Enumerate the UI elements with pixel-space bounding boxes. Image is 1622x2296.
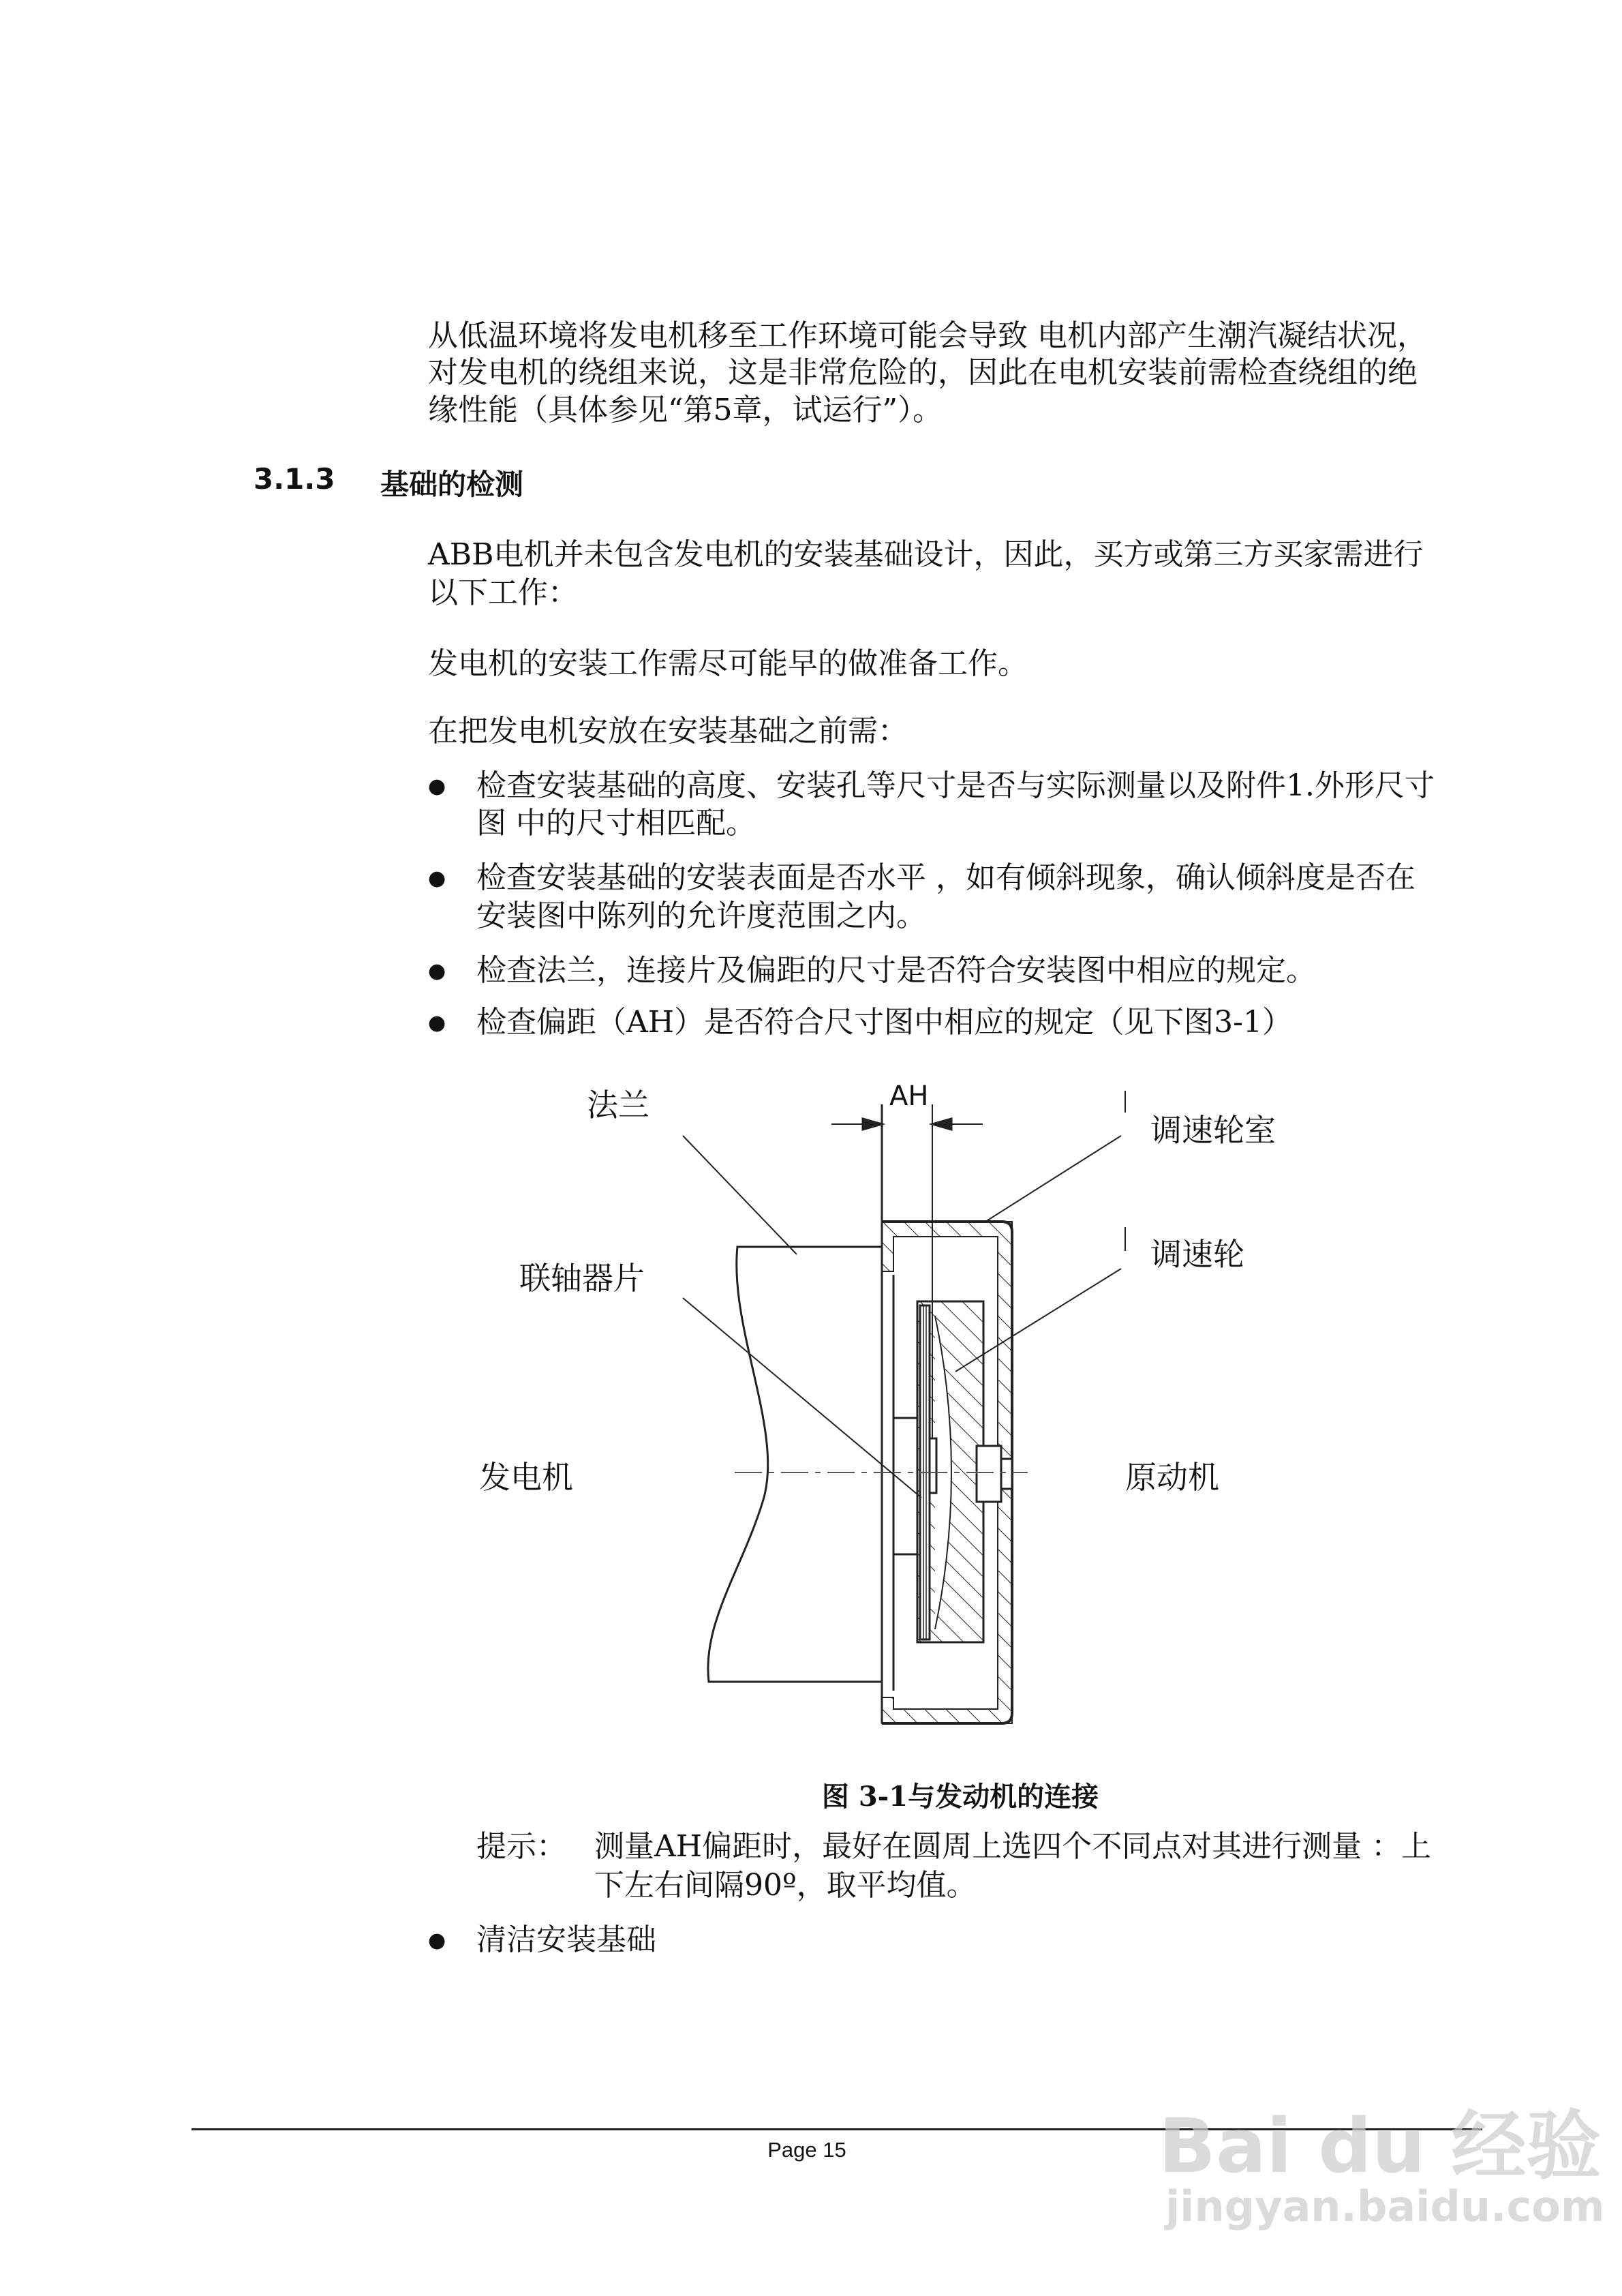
label-wheel-housing: 调速轮室 [1150, 1112, 1276, 1149]
label-prime-mover: 原动机 [1125, 1459, 1219, 1496]
note-text: 测量AH偏距时，最好在圆周上选四个不同点对其进行测量 ：上 [594, 1829, 1432, 1864]
paragraph-line: ABB电机并未包含发电机的安装基础设计，因此，买方或第三方买家需进行 [428, 537, 1424, 572]
paragraph: 发电机的安装工作需尽可能早的做准备工作。 [428, 646, 1028, 681]
note-text: 下左右间隔90º，取平均值。 [594, 1868, 977, 1903]
paragraph-line: 从低温环境将发电机移至工作环境可能会导致 电机内部产生潮汽凝结状况， [428, 318, 1427, 353]
label-generator: 发电机 [479, 1459, 573, 1496]
figure-caption: 图 3-1与发动机的连接 [821, 1781, 1099, 1813]
section-number: 3.1.3 [254, 462, 335, 496]
bullet-text: 检查法兰，连接片及偏距的尺寸是否符合安装图中相应的规定。 [476, 953, 1316, 988]
label-wheel: 调速轮 [1150, 1236, 1244, 1273]
label-flange: 法兰 [587, 1087, 649, 1123]
bullet-text: 安装图中陈列的允许度范围之内。 [476, 898, 926, 933]
paragraph-line: 以下工作： [428, 575, 578, 610]
watermark-url: jingyan.baidu.com [1165, 2181, 1605, 2231]
bullet-text: 检查安装基础的高度、安装孔等尺寸是否与实际测量以及附件1.外形尺寸 [476, 768, 1435, 803]
bullet-icon: ● [428, 1011, 446, 1035]
paragraph-line: 缘性能（具体参见“第5章，试运行”）。 [428, 393, 943, 427]
bullet-text: 清洁安装基础 [476, 1922, 656, 1957]
bullet-text: 检查安装基础的安装表面是否水平 ，如有倾斜现象，确认倾斜度是否在 [476, 860, 1416, 895]
bullet-icon: ● [428, 1929, 446, 1952]
bullet-text: 检查偏距（AH）是否符合尺寸图中相应的规定（见下图3-1） [476, 1005, 1292, 1040]
bullet-icon: ● [428, 774, 446, 798]
label-ah: AH [889, 1081, 929, 1112]
page-number: Page 15 [767, 2138, 846, 2162]
generator-body [708, 1247, 882, 1682]
section-title: 基础的检测 [380, 468, 524, 501]
note-label: 提示： [476, 1829, 566, 1864]
bullet-text: 图 中的尺寸相匹配。 [476, 806, 756, 841]
paragraph-line: 对发电机的绕组来说，这是非常危险的，因此在电机安装前需检查绕组的绝 [428, 355, 1418, 390]
paragraph: 在把发电机安放在安装基础之前需： [428, 714, 908, 749]
bullet-icon: ● [428, 959, 446, 983]
bullet-icon: ● [428, 866, 446, 890]
label-coupling: 联轴器片 [519, 1260, 645, 1297]
watermark-logo: Bai du 经验 [1159, 2102, 1602, 2190]
